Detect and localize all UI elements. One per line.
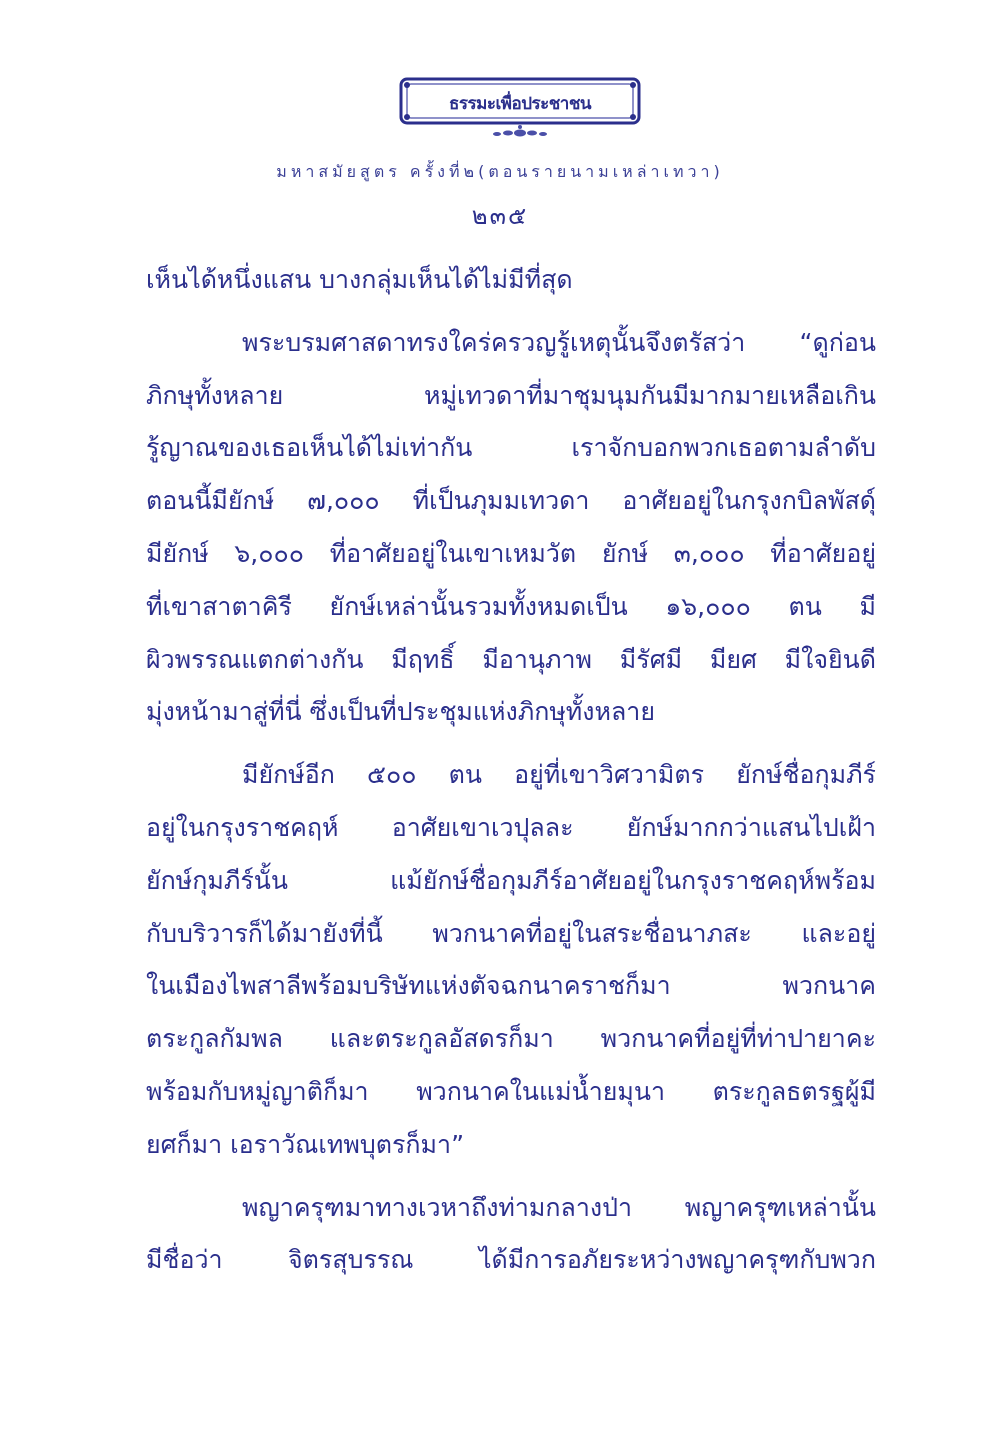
text-line: พร้อมกับหมู่ญาติก็มา พวกนาคในแม่น้ำยมุนา ตระกูลธตรฐผู้มี	[146, 1076, 876, 1106]
text-line: ผิวพรรณแตกต่างกัน มีฤทธิ์ มีอานุภาพ มีรัศมี มียศ มีใจยินดี	[146, 644, 876, 674]
body-text	[146, 254, 876, 1287]
text-line: มุ่งหน้ามาสู่ที่นี่ ซึ่งเป็นที่ประชุมแห่งภิกษุทั้งหลาย	[146, 697, 655, 727]
text-line: ตอนนี้มียักษ์ ๗,๐๐๐ ที่เป็นภุมมเทวดา อาศัยอยู่ในกรุงกบิลพัสดุ์	[146, 486, 876, 516]
text-line: อยู่ในกรุงราชคฤห์ อาศัยเขาเวปุลละ ยักษ์มากกว่าแสนไปเฝ้า	[146, 812, 876, 842]
paragraph	[146, 1182, 876, 1288]
text-line: มียักษ์ ๖,๐๐๐ ที่อาศัยอยู่ในเขาเหมวัต ยักษ์ ๓,๐๐๐ ที่อาศัยอยู่	[146, 538, 876, 568]
page-number: ๒๓๕	[471, 202, 529, 230]
text-line: ในเมืองไพสาลีพร้อมบริษัทแห่งตัจฉกนาคราชก็มา พวกนาค	[146, 971, 876, 1001]
text-line: ตระกูลกัมพล และตระกูลอัสดรก็มา พวกนาคที่อยู่ที่ท่าปายาคะ	[146, 1024, 876, 1054]
text-line: มียักษ์อีก ๕๐๐ ตน อยู่ที่เขาวิศวามิตร ยักษ์ชื่อกุมภีร์	[242, 760, 876, 790]
text-line: รู้ญาณของเธอเห็นได้ไม่เท่ากัน เราจักบอกพวกเธอตามลำดับ	[146, 433, 876, 463]
paragraph	[146, 749, 876, 1171]
text-line: พญาครุฑมาทางเวหาถึงท่ามกลางป่า พญาครุฑเหล่านั้น	[242, 1192, 876, 1222]
text-line: มีชื่อว่า จิตรสุบรรณ ได้มีการอภัยระหว่างพญาครุฑกับพวก	[146, 1245, 876, 1275]
text-line: ยศก็มา เอราวัณเทพบุตรก็มา”	[146, 1129, 465, 1159]
text-line: กับบริวารก็ได้มายังที่นี้ พวกนาคที่อยู่ในสระชื่อนาภสะ และอยู่	[146, 918, 876, 948]
ornament-icon	[493, 125, 547, 137]
chapter-subtitle: มหาสมัยสูตร ครั้งที่๒(ตอนรายนามเหล่าเทวา)	[276, 162, 724, 181]
text-line: ที่เขาสาตาคิรี ยักษ์เหล่านั้นรวมทั้งหมดเป็น ๑๖,๐๐๐ ตน มี	[146, 591, 876, 621]
text-line: ภิกษุทั้งหลาย หมู่เทวดาที่มาชุมนุมกันมีมากมายเหลือเกิน	[146, 380, 876, 410]
paragraph	[146, 254, 876, 307]
dhamma-logo	[398, 76, 642, 144]
text-line: พระบรมศาสดาทรงใคร่ครวญรู้เหตุนั้นจึงตรัสว่า “ดูก่อน	[242, 327, 876, 357]
logo-title: ธรรมะเพื่อประชาชน	[449, 94, 591, 114]
paragraph	[146, 317, 876, 739]
text-line: เห็นได้หนึ่งแสน บางกลุ่มเห็นได้ไม่มีที่สุด	[146, 265, 573, 294]
text-line: ยักษ์กุมภีร์นั้น แม้ยักษ์ชื่อกุมภีร์อาศัยอยู่ในกรุงราชคฤห์พร้อม	[146, 865, 876, 895]
